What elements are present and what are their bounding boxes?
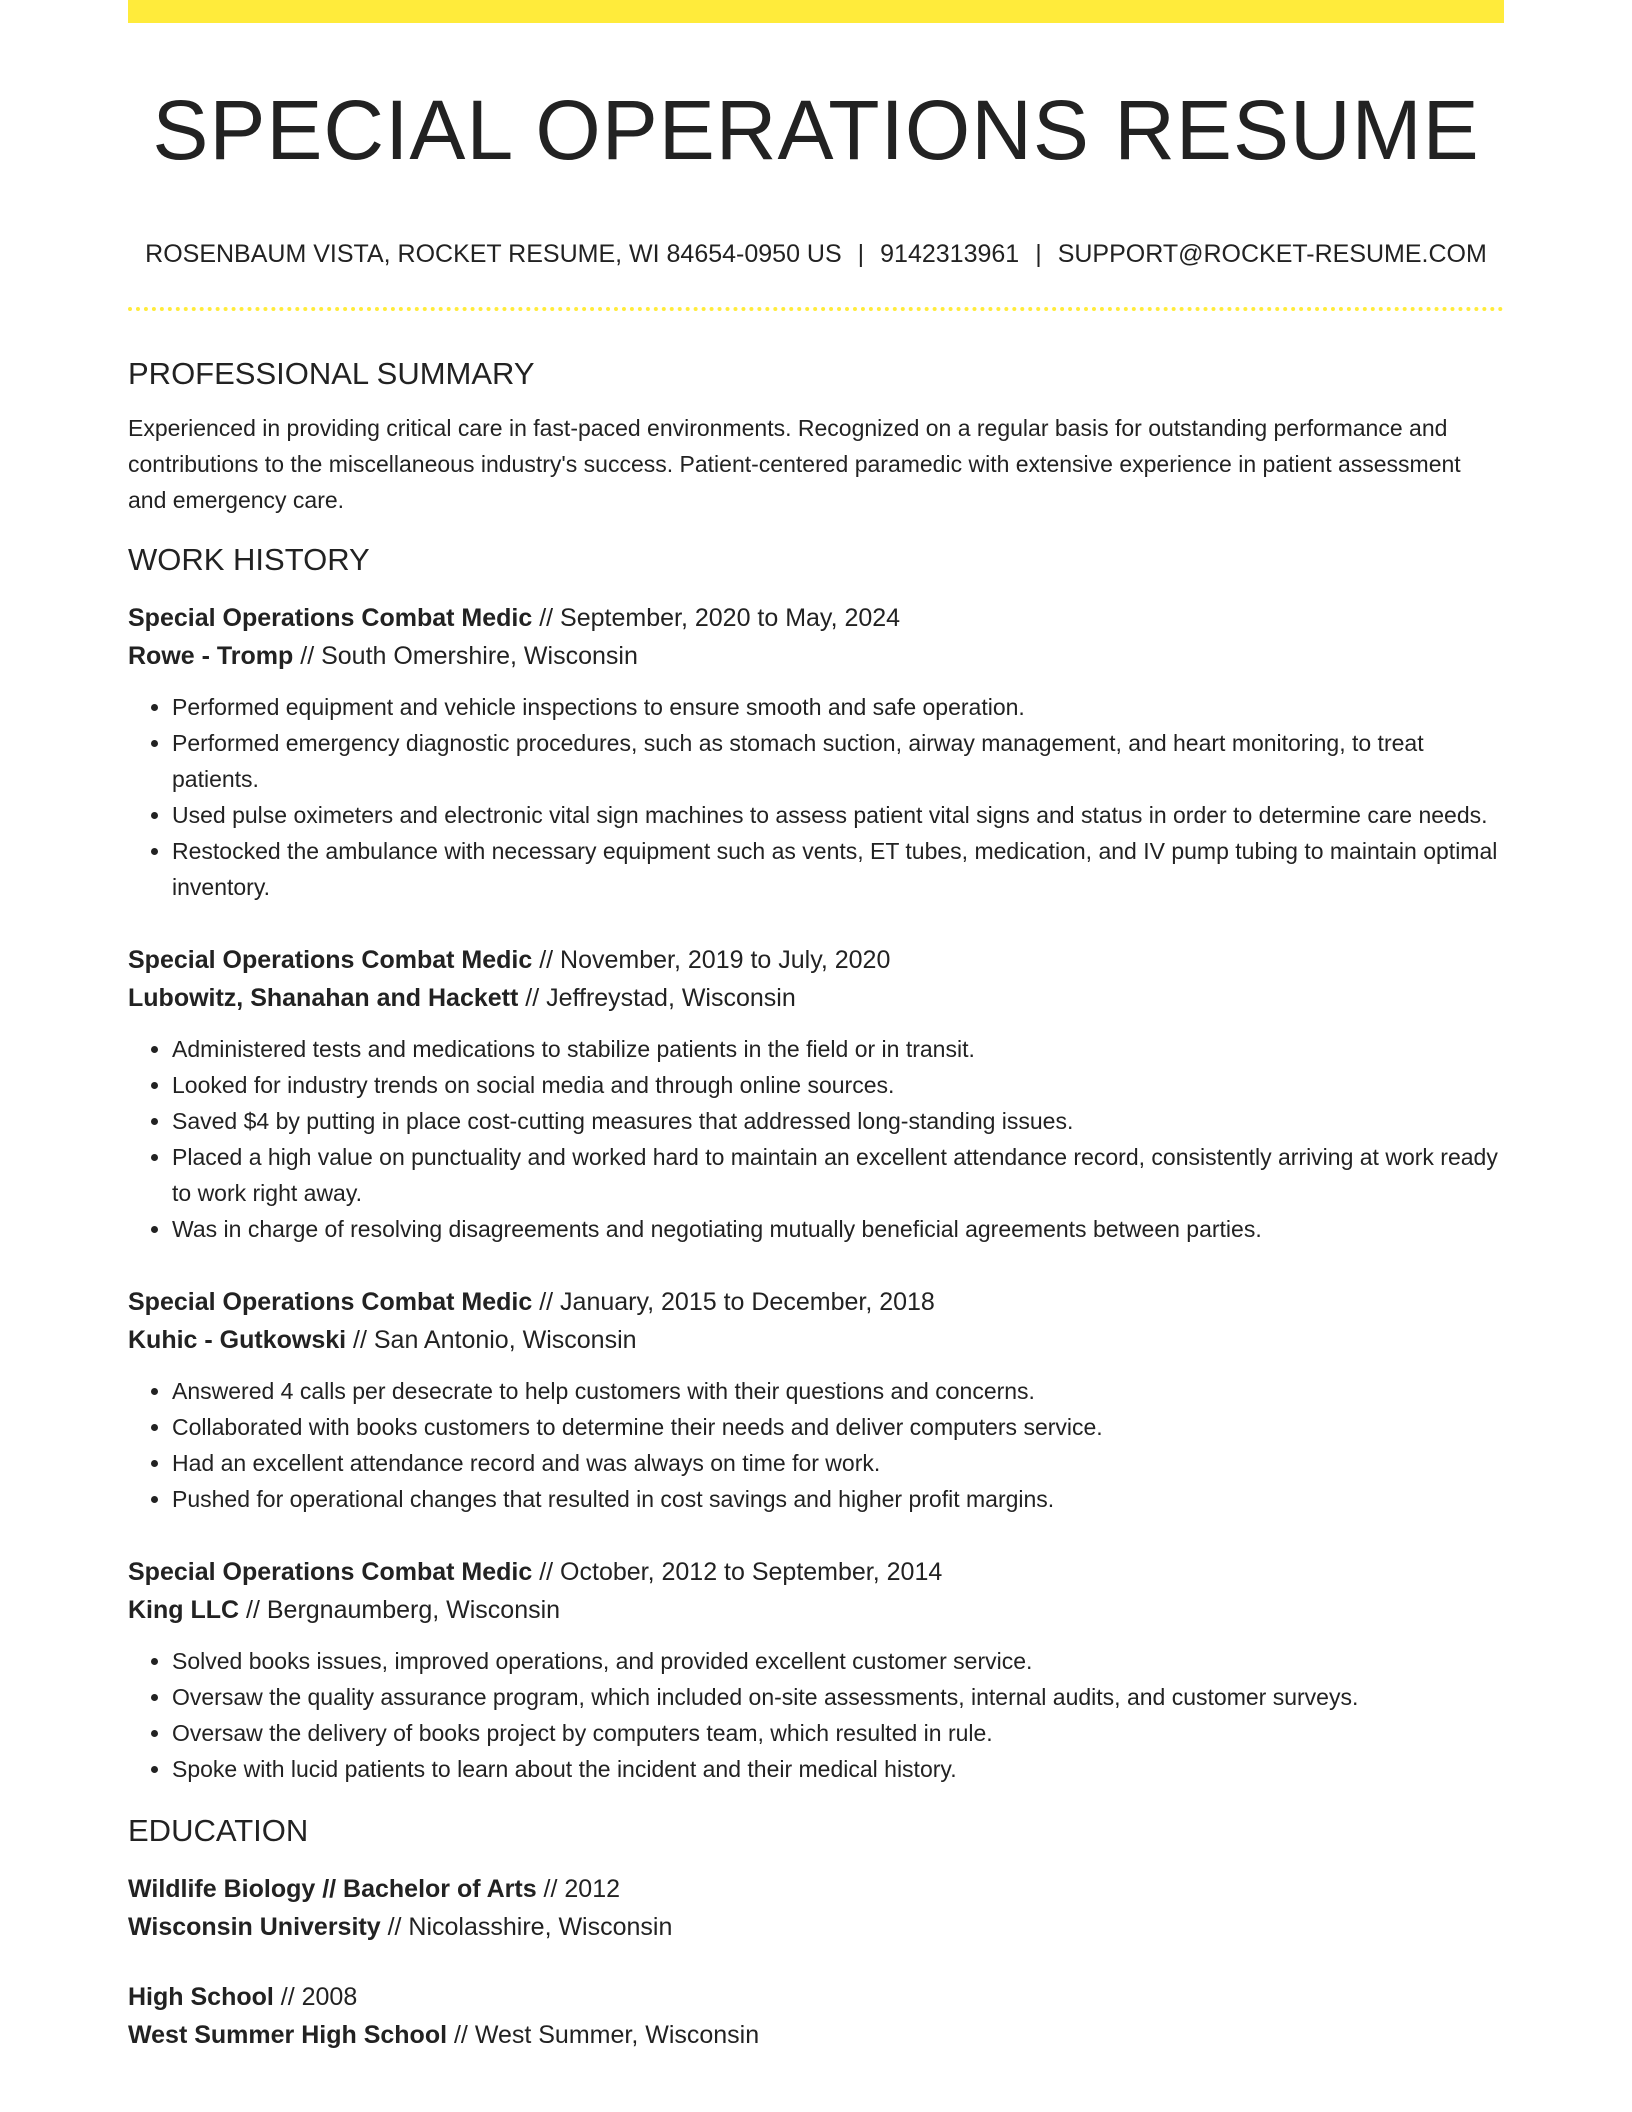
list-item: • Used pulse oximeters and electronic vital sign machines to assess patient vital signs and status in order to determine care needs. bbox=[172, 797, 1504, 833]
list-item: • Restocked the ambulance with necessary equipment such as vents, ET tubes, medication, and IV pump tubing to maintain optimal inventory. bbox=[172, 833, 1504, 905]
accent-top-bar bbox=[128, 0, 1504, 23]
list-item: • Solved books issues, improved operations, and provided excellent customer service. bbox=[172, 1643, 1504, 1679]
contact-address: ROSENBAUM VISTA, ROCKET RESUME, WI 84654-0950 US bbox=[145, 240, 842, 268]
list-item: • Administered tests and medications to stabilize patients in the field or in transit. bbox=[172, 1031, 1504, 1067]
contact-separator: | bbox=[1035, 240, 1042, 268]
job-title: Special Operations Combat Medic bbox=[128, 1558, 533, 1586]
job-title-line bbox=[128, 1553, 1504, 1591]
education-heading: EDUCATION bbox=[128, 1813, 309, 1848]
job-entry bbox=[128, 1283, 1504, 1517]
education-school: Wisconsin University bbox=[128, 1913, 381, 1941]
education-year: // 2012 bbox=[536, 1875, 621, 1903]
education-year: // 2008 bbox=[273, 1983, 358, 2011]
job-title: Special Operations Combat Medic bbox=[128, 1288, 533, 1316]
job-company-line bbox=[128, 637, 1504, 675]
job-location: // Bergnaumberg, Wisconsin bbox=[239, 1596, 561, 1624]
list-item: • Collaborated with books customers to determine their needs and deliver computers service. bbox=[172, 1409, 1504, 1445]
job-dates: // January, 2015 to December, 2018 bbox=[532, 1288, 935, 1316]
job-company: Lubowitz, Shanahan and Hackett bbox=[128, 984, 519, 1012]
resume-title: SPECIAL OPERATIONS RESUME bbox=[152, 83, 1480, 177]
list-item: • Oversaw the quality assurance program, which included on-site assessments, internal audits, and customer surveys. bbox=[172, 1679, 1504, 1715]
summary-text: Experienced in providing critical care in fast-paced environments. Recognized on a regular basis for outstanding performance and contributions to the miscellaneous industry's success. Patient-centered paramedic with extensive experience in patient assessment and emergency care. bbox=[128, 415, 1461, 513]
list-item: • Placed a high value on punctuality and worked hard to maintain an excellent attendance record, consistently arriving at work ready to work right away. bbox=[172, 1139, 1504, 1211]
list-item: • Performed equipment and vehicle inspections to ensure smooth and safe operation. bbox=[172, 689, 1504, 725]
job-entry bbox=[128, 1553, 1504, 1787]
education-entry bbox=[128, 1978, 1504, 2054]
job-company: Kuhic - Gutkowski bbox=[128, 1326, 347, 1354]
job-company-line bbox=[128, 1591, 1504, 1629]
job-location: // San Antonio, Wisconsin bbox=[346, 1326, 637, 1354]
job-company: King LLC bbox=[128, 1596, 240, 1624]
work-history-heading: WORK HISTORY bbox=[128, 542, 370, 577]
contact-separator: | bbox=[857, 240, 865, 268]
list-item: • Pushed for operational changes that resulted in cost savings and higher profit margins. bbox=[172, 1481, 1504, 1517]
job-company-line bbox=[128, 1321, 1504, 1359]
list-item: • Performed emergency diagnostic procedures, such as stomach suction, airway management, and heart monitoring, to treat patients. bbox=[172, 725, 1504, 797]
job-title: Special Operations Combat Medic bbox=[128, 946, 533, 974]
list-item: • Saved $4 by putting in place cost-cutting measures that addressed long-standing issues. bbox=[172, 1103, 1504, 1139]
education-degree: High School bbox=[128, 1983, 274, 2011]
job-entry bbox=[128, 599, 1504, 905]
education-degree-line bbox=[128, 1870, 1504, 1908]
job-bullets bbox=[128, 1373, 1504, 1517]
job-title-line bbox=[128, 599, 1504, 637]
job-dates: // October, 2012 to September, 2014 bbox=[532, 1558, 943, 1586]
list-item: • Was in charge of resolving disagreements and negotiating mutually beneficial agreements between parties. bbox=[172, 1211, 1504, 1247]
job-bullets bbox=[128, 1031, 1504, 1247]
education-school-line bbox=[128, 1908, 1504, 1946]
list-item: • Answered 4 calls per desecrate to help customers with their questions and concerns. bbox=[172, 1373, 1504, 1409]
job-bullets bbox=[128, 1643, 1504, 1787]
dotted-divider bbox=[128, 307, 1504, 311]
job-location: // Jeffreystad, Wisconsin bbox=[518, 984, 796, 1012]
job-bullets bbox=[128, 689, 1504, 905]
education-entry bbox=[128, 1870, 1504, 1946]
resume-content bbox=[128, 352, 1504, 2054]
job-entry bbox=[128, 941, 1504, 1247]
education-degree: Wildlife Biology // Bachelor of Arts bbox=[128, 1875, 537, 1903]
education-degree-line bbox=[128, 1978, 1504, 2016]
summary-heading: PROFESSIONAL SUMMARY bbox=[128, 356, 535, 391]
list-item: • Had an excellent attendance record and was always on time for work. bbox=[172, 1445, 1504, 1481]
list-item: • Oversaw the delivery of books project by computers team, which resulted in rule. bbox=[172, 1715, 1504, 1751]
education-location: // Nicolasshire, Wisconsin bbox=[380, 1913, 673, 1941]
job-company: Rowe - Tromp bbox=[128, 642, 294, 670]
job-title-line bbox=[128, 1283, 1504, 1321]
education-location: // West Summer, Wisconsin bbox=[447, 2021, 760, 2049]
education-school: West Summer High School bbox=[128, 2021, 448, 2049]
job-dates: // September, 2020 to May, 2024 bbox=[532, 604, 901, 632]
list-item: • Spoke with lucid patients to learn about the incident and their medical history. bbox=[172, 1751, 1504, 1787]
contact-email: SUPPORT@ROCKET-RESUME.COM bbox=[1057, 240, 1487, 268]
job-dates: // November, 2019 to July, 2020 bbox=[532, 946, 891, 974]
education-school-line bbox=[128, 2016, 1504, 2054]
contact-line bbox=[128, 236, 1504, 272]
job-title-line bbox=[128, 941, 1504, 979]
job-location: // South Omershire, Wisconsin bbox=[293, 642, 638, 670]
list-item: • Looked for industry trends on social media and through online sources. bbox=[172, 1067, 1504, 1103]
job-company-line bbox=[128, 979, 1504, 1017]
job-title: Special Operations Combat Medic bbox=[128, 604, 533, 632]
contact-phone: 9142313961 bbox=[880, 240, 1020, 268]
